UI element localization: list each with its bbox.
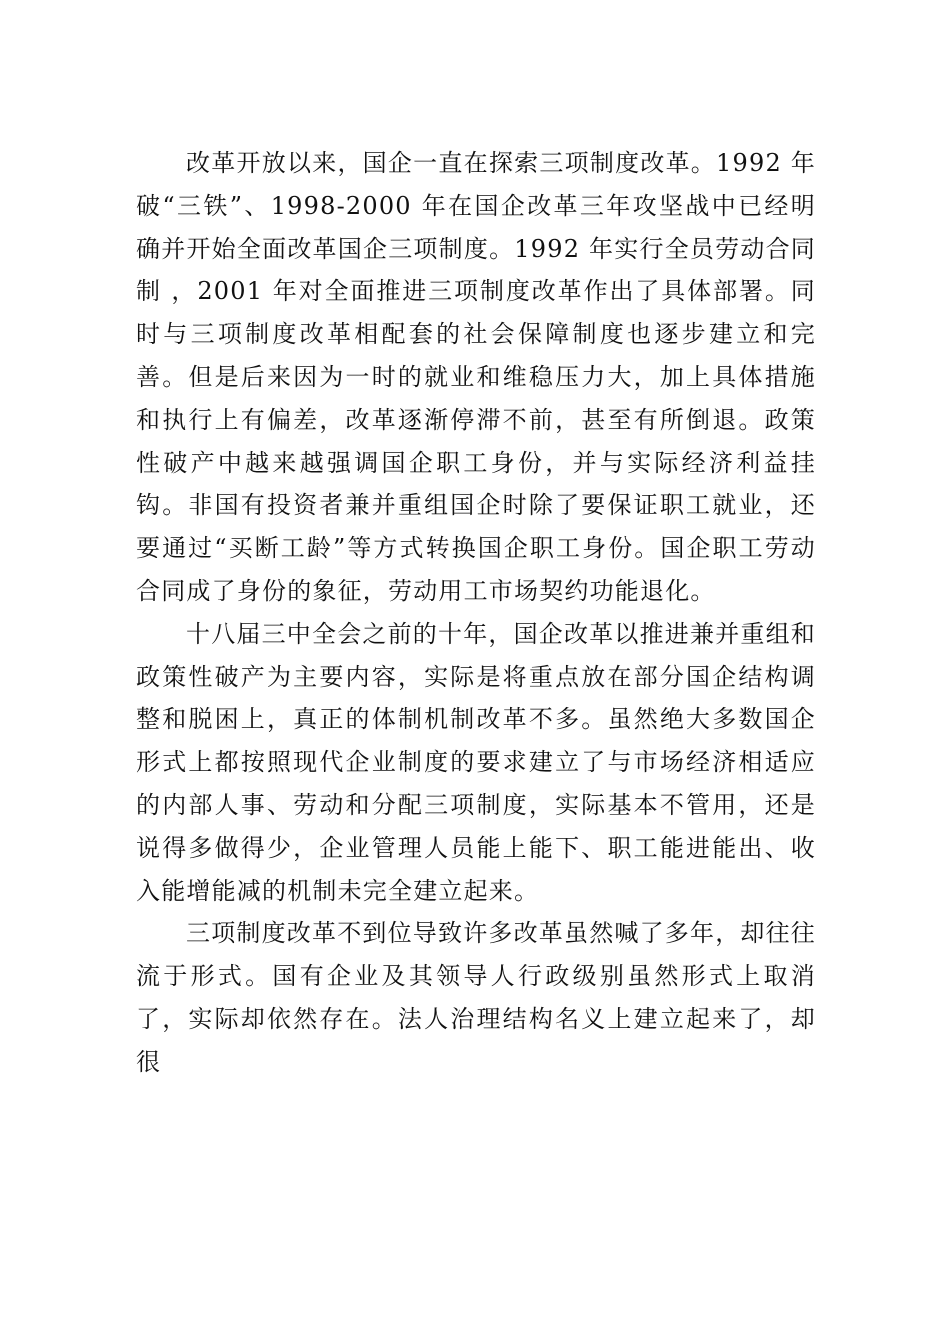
paragraph-3: 三项制度改革不到位导致许多改革虽然喊了多年，却往往流于形式。国有企业及其领导人行政级别虽然形式上取消了，实际却依然存在。法人治理结构名义上建立起来了，却很 bbox=[136, 919, 816, 1076]
paragraph-1: 改革开放以来，国企一直在探索三项制度改革。1992 年破“三铁”、1998-2000 年在国企改革三年攻坚战中已经明确并开始全面改革国企三项制度。1992 年实行全员劳动合同制 ，2001 年对全面推进三项制度改革作出了具体部署。同时与三项制度改革相配套的社会保障制度也逐步建立和完善。但是后来因为一时的就业和维稳压力大，加上具体措施和执行上有偏差，改革逐渐停滞不前，甚至有所倒退。政策性破产中越来越强调国企职工身份，并与实际经济利益挂钩。非国有投资者兼并重组国企时除了要保证职工就业，还要通过“买断工龄”等方式转换国企职工身份。国企职工劳动合同成了身份的象征，劳动用工市场契约功能退化。 bbox=[136, 149, 816, 605]
paragraph-2: 十八届三中全会之前的十年，国企改革以推进兼并重组和政策性破产为主要内容，实际是将重点放在部分国企结构调整和脱困上，真正的体制机制改革不多。虽然绝大多数国企形式上都按照现代企业制度的要求建立了与市场经济相适应的内部人事、劳动和分配三项制度，实际基本不管用，还是说得多做得少，企业管理人员能上能下、职工能进能出、收入能增能减的机制未完全建立起来。 bbox=[136, 619, 816, 905]
document-body bbox=[136, 142, 816, 1084]
